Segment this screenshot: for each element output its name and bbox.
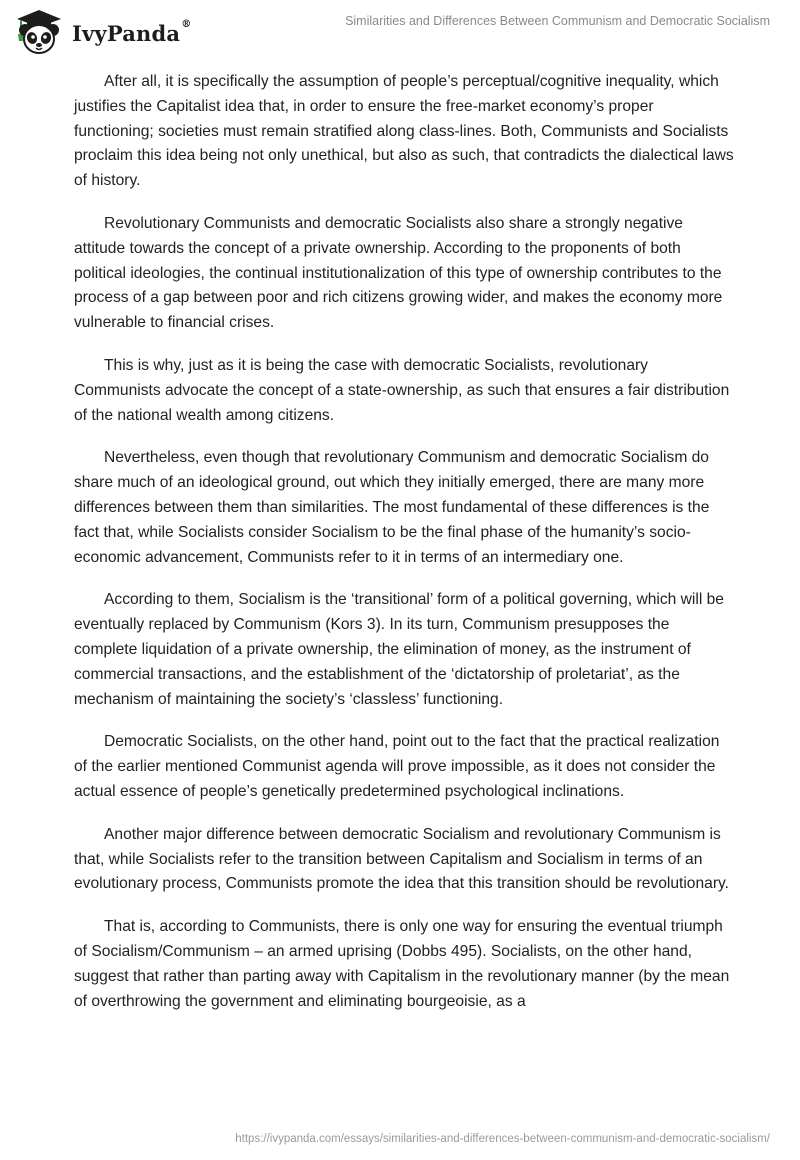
ivypanda-logo[interactable]	[14, 8, 204, 56]
registered-mark: ®	[181, 19, 192, 30]
panda-graduate-icon	[14, 8, 64, 56]
paragraph: This is why, just as it is being the case with democratic Socialists, revolutionary Communists advocate the concept of a state-ownership, as such that ensures a fair distribution of the national wealth among citizens.	[74, 356, 730, 424]
brand-wordmark	[72, 21, 191, 46]
paragraph: That is, according to Communists, there is only one way for ensuring the eventual triumph of Socialism/Communism – an armed uprising (Dobbs 495). Socialists, on the other hand, suggest that rather than parting away with Capitalism in the revolutionary manner (by the mean of overthrowing the government and eliminating bourgeoisie, as a	[74, 918, 730, 1010]
brand-name: IvyPanda	[72, 21, 181, 46]
paragraph: Revolutionary Communists and democratic Socialists also share a strongly negative attitude towards the concept of a private ownership. According to the proponents of both political ideologies, the continual institutionalization of this type of ownership contributes to the process of a gap between poor and rich citizens growing wider, and makes the economy more vulnerable to financial crises.	[74, 214, 723, 332]
paragraph: Democratic Socialists, on the other hand, point out to the fact that the practical realization of the earlier mentioned Communist agenda will prove impossible, as it does not consider the actual essence of people’s genetically predetermined psychological inclinations.	[74, 733, 720, 800]
source-url-link[interactable]: https://ivypanda.com/essays/similarities-and-differences-between-communism-and-democratic-socialism/	[235, 1133, 770, 1145]
paragraph: Another major difference between democratic Socialism and revolutionary Communism is that, while Socialists refer to the transition between Capitalism and Socialism in terms of an evolutionary process, Communists promote the idea that this transition should be revolutionary.	[74, 825, 729, 893]
essay-body	[74, 70, 734, 1032]
document-title: Similarities and Differences Between Communism and Democratic Socialism	[345, 14, 770, 28]
paragraph: Nevertheless, even though that revolutionary Communism and democratic Socialism do share much of an ideological ground, out which they initially emerged, there are many more differences between them than similarities. The most fundamental of these differences is the fact that, while Socialists consider Socialism to be the final phase of the humanity’s socio-economic advancement, Communists refer to it in terms of an intermediary one.	[74, 449, 710, 566]
paragraph: According to them, Socialism is the ‘transitional’ form of a political governing, which will be eventually replaced by Communism (Kors 3). In its turn, Communism presupposes the complete liquidation of a private ownership, the elimination of money, as the instrument of commercial transactions, and the establishment of the ‘dictatorship of proletariat’, as the mechanism of maintaining the society’s ‘classless’ functioning.	[74, 591, 724, 708]
page-header	[0, 0, 800, 60]
paragraph: After all, it is specifically the assumption of people’s perceptual/cognitive inequality, which justifies the Capitalist idea that, in order to ensure the free-market economy’s proper functioning; societies must remain stratified along class-lines. Both, Communists and Socialists proclaim this idea being not only unethical, but also as such, that contradicts the dialectical laws of history.	[74, 73, 734, 190]
